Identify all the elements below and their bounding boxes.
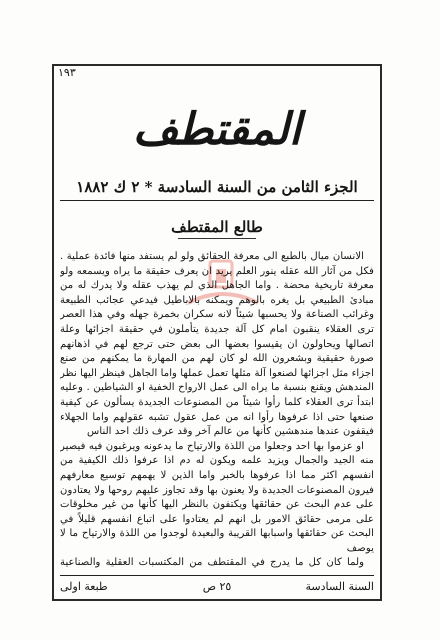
article-title: طالع المقتطف bbox=[171, 218, 263, 236]
article-body bbox=[60, 250, 374, 572]
footer-volume: السنة السادسة bbox=[305, 580, 374, 593]
masthead bbox=[52, 104, 382, 156]
article-paragraph: الانسان ميال بالطبع الى معرفة الحقائق ولو لم يستفد منها فائدة عملية . فكل من آثار الله عقله ينور العلم يريد ان يعرف حقيقة ما يراه ويسمعه ولو معرفة تاريخية محضة . واما الجاهل الذي لم يهذب عقله ولا يدرك له من مبادئ الطبيعي بل يغره بالوهم ويمكنه بالاباطيل فيدعي عجائب الطبيعة وغرائب الصناعة ولا يحسبها شيئاً لانه سكران بخمرة جهله وفي هذا العصر ترى العقلاء ينقبون امام كل آلة جديدة يتأملون في حقيقة اجزائها وعلة اتصالها ويحاولون ان يقيسوا بعضها الى بعض حتى ترجع لهم في اذهانهم صورة حقيقية وبشعرون الله لو كان لهم من المهارة ما يمكنهم من صنع اجزاء مثل اجزائها لصنعوا آلة مثلها تعمل عملها واما الجاهل فينظر اليها نظر المندهش ويقنع بنسبة ما يراه الى عمل الارواح الخفية او الشياطين . وعليه ابتدأ ترى العقلاء كلما رأوا شيئاً من المصنوعات الجديدة يسألون عن كيفية صنعها حتى اذا عرفوها رأوا انه من عمل عقول تشبه عقولهم واما الجهلاء فيقفون عندها مندهشين كأنها من عالم آخر وقد عرف ذلك احد الناس bbox=[60, 251, 374, 438]
article-paragraph: ولما كان كل ما يدرج في المقتطف من المكتسبات العقلية والصناعية bbox=[60, 557, 364, 569]
masthead-title: المقتطف bbox=[132, 104, 302, 155]
header-divider bbox=[60, 200, 374, 201]
article-paragraph: او عزموا بها احد وجعلوا من اللذة والارتياح ما يدعونه ويرغبون فيه فيصير منه الجيد والجمال ويزيد علمه ويكون له دم اذا عرفوا ذلك الكيفية من انفسهم اكثر مما اذا عرفوها بالخبر واما الذين لا يهمهم توسيع معارفهم فيرون المصنوعات الجديدة ولا يعنون بها وقد تجاوز عليهم روحها ولا يعتادون على عدم البحث عن حقائقها ويكتفون بالنظر اليها كأنها من غير مخلوقات على مرمى حقائق الامور بل انهم لم يعتادوا على اتباع انفسهم قليلاً في البحث عن حقائقها واسبابها القريبة والبعيدة لوجدوا من اللذة والارتياح ما لا يوصف bbox=[60, 440, 374, 554]
article-title-underline bbox=[178, 238, 256, 239]
page-footer bbox=[60, 580, 374, 596]
page-number: ١٩٣ bbox=[58, 66, 76, 79]
footer-edition: طبعة اولى bbox=[60, 580, 108, 593]
issue-line: الجزء الثامن من السنة السادسة * ٢ ك ١٨٨٢ bbox=[76, 178, 358, 196]
footer-divider bbox=[60, 575, 374, 576]
footer-signature: ٢٥ ص bbox=[202, 580, 232, 593]
